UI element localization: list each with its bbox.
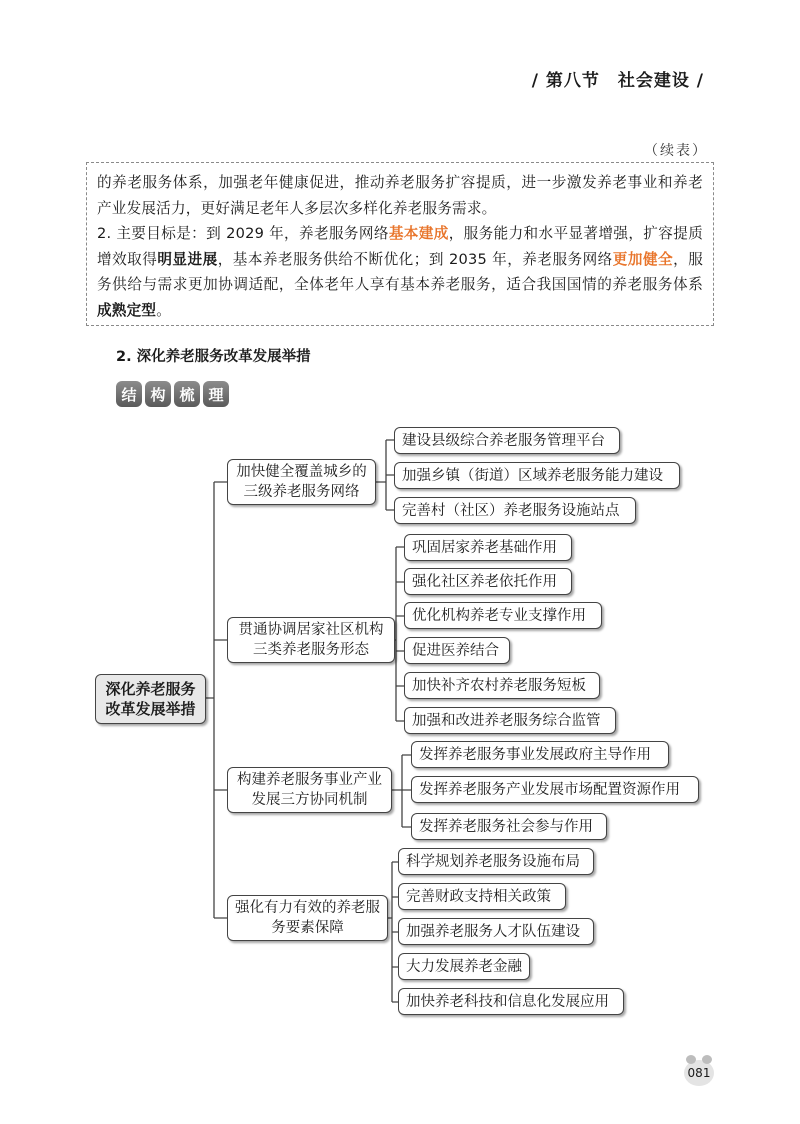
subheading: 2. 深化养老服务改革发展举措 [116,349,311,365]
page-number: 081 [684,1060,714,1086]
bold-2: 成熟定型 [97,301,157,319]
leaf-node: 促进医养结合 [404,637,510,664]
section-header: / 第八节 社会建设 / [531,71,704,91]
badge-char: 构 [145,381,171,407]
badge-char: 梳 [174,381,200,407]
leaf-node: 优化机构养老专业支撑作用 [404,602,602,629]
leaf-node: 建设县级综合养老服务管理平台 [394,427,620,454]
leaf-node: 强化社区养老依托作用 [404,568,572,595]
leaf-node: 发挥养老服务产业发展市场配置资源作用 [411,776,699,803]
branch-node: 构建养老服务事业产业发展三方协同机制 [227,767,392,813]
leaf-node: 加强和改进养老服务综合监管 [404,707,616,734]
leaf-node: 发挥养老服务事业发展政府主导作用 [411,741,669,768]
paragraph-1: 的养老服务体系，加强老年健康促进，推动养老服务扩容提质，进一步激发养老事业和养老产业发展活力，更好满足老年人多层次多样化养老服务需求。 [97,174,703,217]
badge-char: 理 [203,381,229,407]
bold-1: 明显进展 [157,250,218,268]
leaf-node: 完善村（社区）养老服务设施站点 [394,497,636,524]
leaf-node: 大力发展养老金融 [398,953,530,980]
leaf-node: 加快补齐农村养老服务短板 [404,672,600,699]
leaf-node: 加强养老服务人才队伍建设 [398,918,594,945]
branch-node: 贯通协调居家社区机构三类养老服务形态 [227,617,395,663]
leaf-node: 完善财政支持相关政策 [398,883,566,910]
paragraph-2: 2. 主要目标是：到 2029 年，养老服务网络基本建成，服务能力和水平显著增强，扩容提质增效取得明显进展，基本养老服务供给不断优化；到 2035 年，养老服务网络更加健全，服务供给与需求更加协调适配，全体老年人享有基本养老服务，适合我国国情的养老服务体系成熟定型。 [97,225,704,319]
leaf-node: 科学规划养老服务设施布局 [398,848,594,875]
continued-label: （续表） [644,143,708,159]
leaf-node: 巩固居家养老基础作用 [404,534,572,561]
badge-char: 结 [116,381,142,407]
branch-node: 强化有力有效的养老服务要素保障 [227,895,388,941]
leaf-node: 加强乡镇（街道）区域养老服务能力建设 [394,462,680,489]
tree-root: 深化养老服务改革发展举措 [95,674,206,724]
leaf-node: 发挥养老服务社会参与作用 [411,813,607,840]
highlight-1: 基本建成 [388,225,449,242]
branch-node: 加快健全覆盖城乡的三级养老服务网络 [227,459,376,505]
highlight-2: 更加健全 [612,250,674,268]
leaf-node: 加快养老科技和信息化发展应用 [398,988,624,1015]
